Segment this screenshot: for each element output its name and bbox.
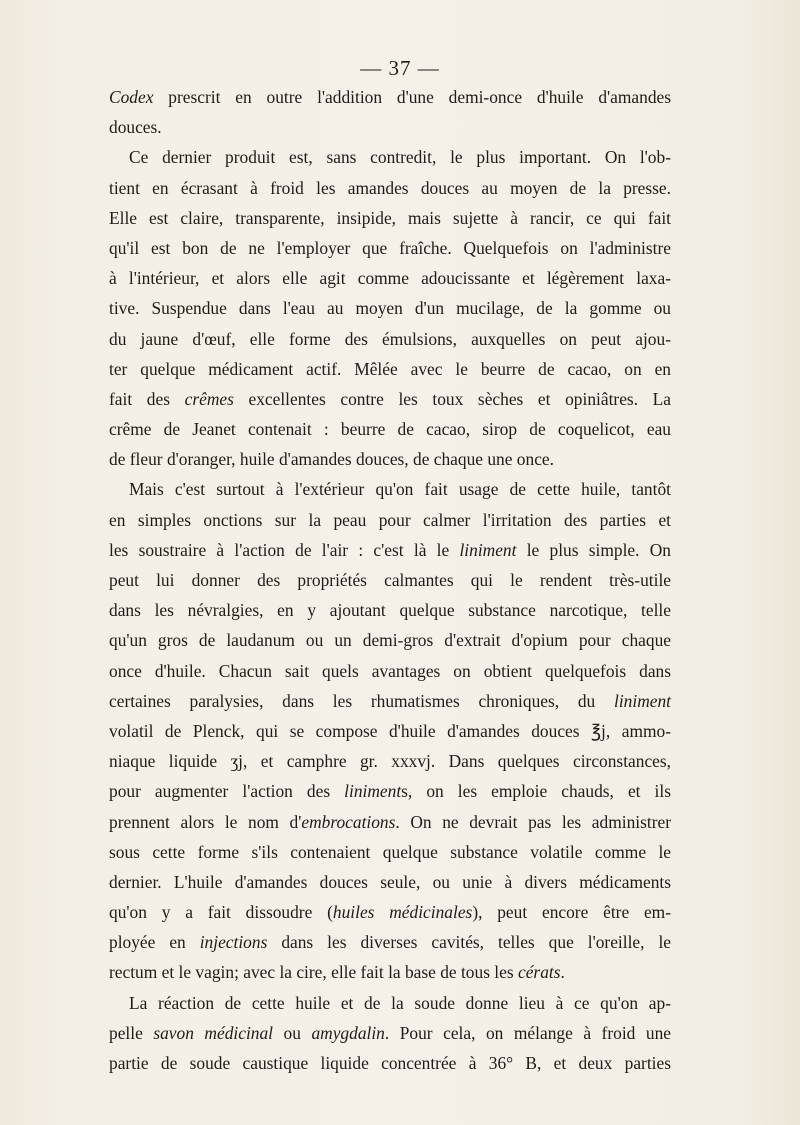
text-line: tive. Suspendue dans l'eau au moyen d'un mucilage, de la gomme ou xyxy=(109,298,671,319)
text-line: Mais c'est surtout à l'extérieur qu'on fait usage de cette huile, tantôt xyxy=(129,479,671,500)
text-line: Codex prescrit en outre l'addition d'une demi-once d'huile d'amandes xyxy=(109,87,671,107)
text-line: pour augmenter l'action des liniments, on les emploie chauds, et ils xyxy=(109,781,671,802)
text-line: crême de Jeanet contenait : beurre de cacao, sirop de coquelicot, eau xyxy=(109,419,671,440)
text-line: dans les névralgies, en y ajoutant quelque substance narcotique, telle xyxy=(109,600,671,621)
page-number: — 37 — xyxy=(360,56,440,80)
text-line: La réaction de cette huile et de la soude donne lieu à ce qu'on ap- xyxy=(129,992,671,1013)
body-text xyxy=(109,82,671,1078)
text-line: dernier. L'huile d'amandes douces seule, ou unie à divers médicaments xyxy=(109,871,671,892)
text-line: qu'un gros de laudanum ou un demi-gros d'extrait d'opium pour chaque xyxy=(109,630,671,651)
text-line: niaque liquide ʒj, et camphre gr. xxxvj. Dans quelques circonstances, xyxy=(109,751,671,772)
text-line: fait des crêmes excellentes contre les toux sèches et opiniâtres. La xyxy=(109,388,671,409)
text-line: Elle est claire, transparente, insipide, mais sujette à rancir, ce qui fait xyxy=(109,207,671,228)
text-line: prennent alors le nom d'embrocations. On ne devrait pas les administrer xyxy=(109,811,671,832)
text-line: pelle savon médicinal ou amygdalin. Pour cela, on mélange à froid une xyxy=(109,1022,671,1043)
text-line: rectum et le vagin; avec la cire, elle fait la base de tous les cérats. xyxy=(109,962,565,983)
text-line: qu'on y a fait dissoudre (huiles médicinales), peut encore être em- xyxy=(109,902,671,923)
text-line: qu'il est bon de ne l'employer que fraîche. Quelquefois on l'administre xyxy=(109,237,671,258)
text-line: de fleur d'oranger, huile d'amandes douces, de chaque une once. xyxy=(109,449,554,470)
text-line: peut lui donner des propriétés calmantes qui le rendent très-utile xyxy=(109,570,671,590)
text-line: partie de soude caustique liquide concentrée à 36° B, et deux parties xyxy=(109,1053,671,1073)
text-line: ter quelque médicament actif. Mêlée avec le beurre de cacao, on en xyxy=(109,358,671,379)
text-line: tient en écrasant à froid les amandes douces au moyen de la presse. xyxy=(109,177,671,198)
text-line: ployée en injections dans les diverses cavités, telles que l'oreille, le xyxy=(109,932,672,953)
text-line: les soustraire à l'action de l'air : c'est là le liniment le plus simple. On xyxy=(109,539,671,560)
text-line: douces. xyxy=(109,117,162,138)
text-line: Ce dernier produit est, sans contredit, le plus important. On l'ob- xyxy=(129,147,671,168)
text-line: certaines paralysies, dans les rhumatismes chroniques, du liniment xyxy=(109,690,671,711)
text-line: à l'intérieur, et alors elle agit comme adoucissante et légèrement laxa- xyxy=(109,268,671,289)
text-line: once d'huile. Chacun sait quels avantages on obtient quelquefois dans xyxy=(109,660,671,681)
text-line: en simples onctions sur la peau pour calmer l'irritation des parties et xyxy=(109,509,671,530)
text-line: du jaune d'œuf, elle forme des émulsions, auxquelles on peut ajou- xyxy=(109,328,671,349)
text-line: volatil de Plenck, qui se compose d'huile d'amandes douces ℥j, ammo- xyxy=(109,720,671,741)
text-line: sous cette forme s'ils contenaient quelque substance volatile comme le xyxy=(109,841,671,862)
